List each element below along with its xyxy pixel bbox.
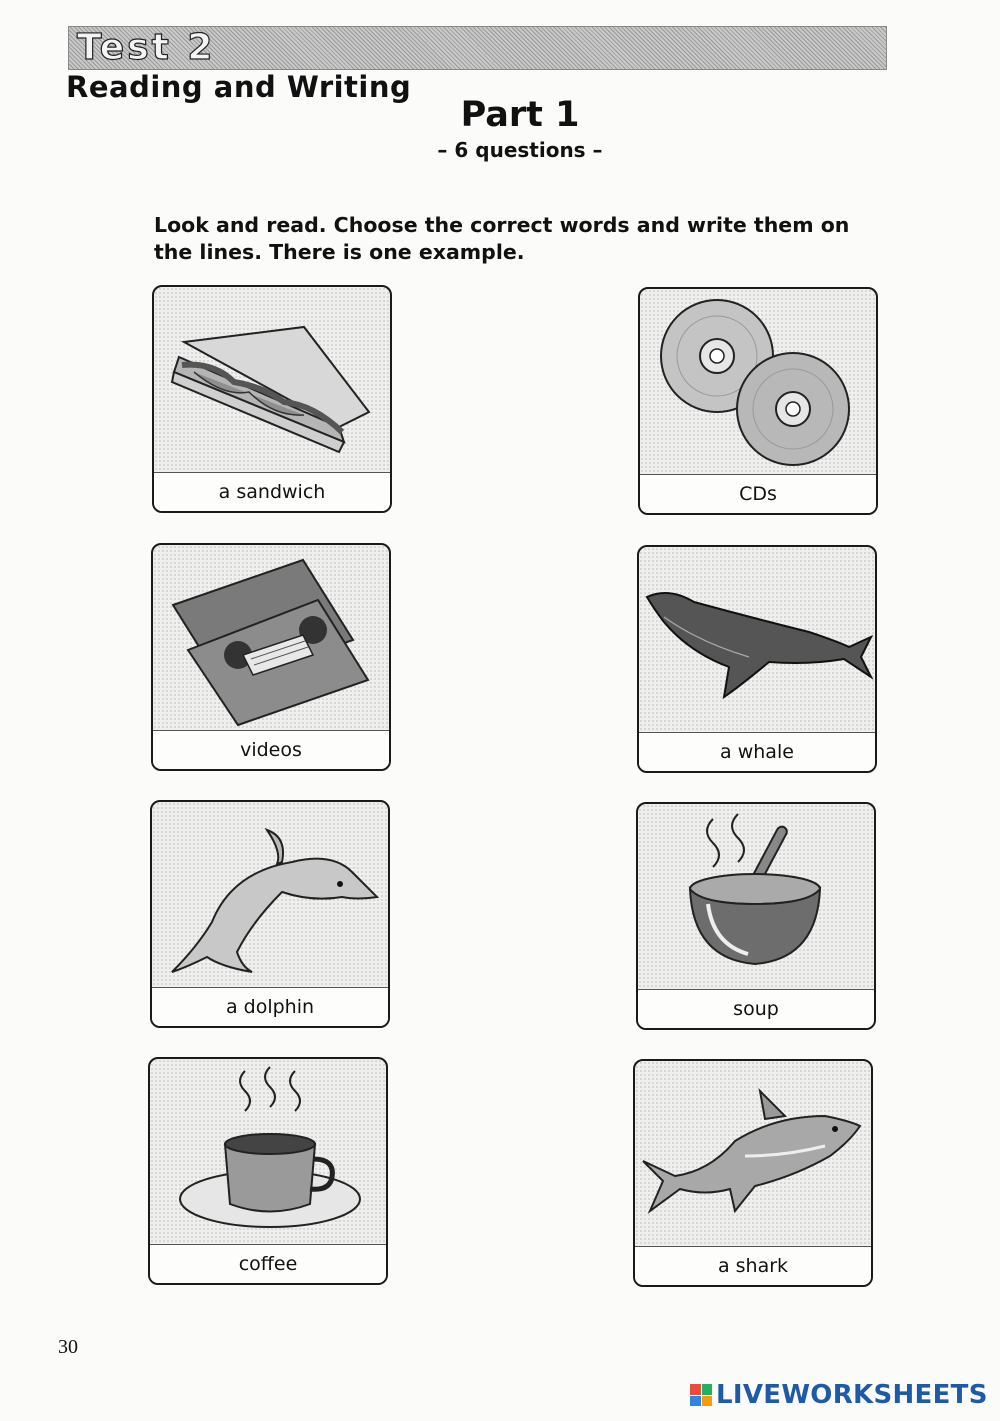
card-label: coffee: [150, 1244, 386, 1283]
card-label: a whale: [639, 732, 875, 771]
picture-card: [636, 802, 876, 1030]
part-title: Part 1: [460, 95, 580, 135]
watermark: [690, 1380, 988, 1410]
picture-card: [637, 545, 877, 773]
instructions: Look and read. Choose the correct words and write them on the lines. There is one example.: [154, 213, 850, 264]
coffee-icon: [150, 1059, 385, 1244]
soup-icon: [638, 804, 873, 989]
picture-card: [148, 1057, 388, 1285]
picture-card: [151, 543, 391, 771]
card-label: a shark: [635, 1246, 871, 1285]
picture-card: [633, 1059, 873, 1287]
question-count: – 6 questions –: [437, 138, 603, 162]
card-label: a sandwich: [154, 472, 390, 511]
card-label: a dolphin: [152, 987, 388, 1026]
card-label: soup: [638, 989, 874, 1028]
section-title: Reading and Writing: [66, 70, 412, 104]
card-label: CDs: [640, 474, 876, 513]
videos-icon: [153, 545, 388, 730]
liveworksheets-logo-icon: [690, 1384, 712, 1406]
picture-card: [150, 800, 390, 1028]
picture-card: [152, 285, 392, 513]
shark-icon: [635, 1061, 870, 1246]
card-label: videos: [153, 730, 389, 769]
page-number: 30: [58, 1336, 78, 1358]
cds-icon: [640, 289, 875, 474]
picture-card: [638, 287, 878, 515]
whale-icon: [639, 547, 874, 732]
sandwich-icon: [154, 287, 389, 472]
dolphin-icon: [152, 802, 387, 987]
watermark-text: LIVEWORKSHEETS: [716, 1380, 988, 1410]
banner-title: Test 2: [77, 27, 216, 68]
test-banner: [68, 26, 887, 70]
